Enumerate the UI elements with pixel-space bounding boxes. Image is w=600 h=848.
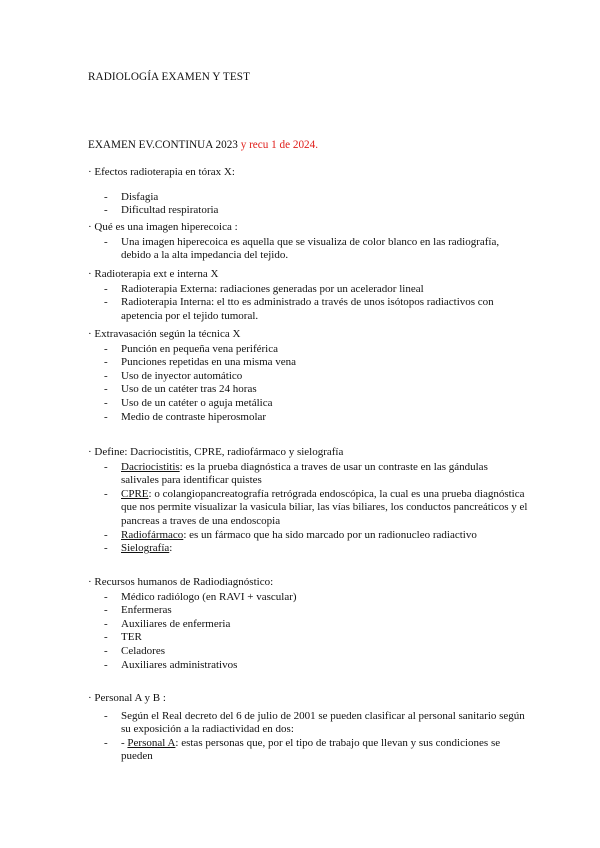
list-item: - Médico radiólogo (en RAVI + vascular) [104,590,297,603]
dash-bullet: - [104,658,108,671]
list-item: - - Personal A: estas personas que, por el tipo de trabajo que llevan y sus condiciones se pueden [104,736,501,763]
section-human-resources [88,576,528,672]
list-item: - Punciones repetidas en una misma vena [104,356,297,369]
term: Personal A [127,736,176,749]
list-item: - Medio de contraste hiperosmolar [104,410,267,423]
list-item: - Uso de un catéter o aguja metálica [104,396,273,409]
dash-bullet: - [104,235,108,248]
list-item: - Una imagen hiperecoica es aquella que se visualiza de color blanco en las radiografía, debido a la alta impedancia del tejido. [104,235,500,262]
question: · Define: Dacriocistitis, CPRE, radiofármaco y sielografía [88,446,344,458]
list-item: - Auxiliares administrativos [104,658,238,671]
question: · Qué es una imagen hiperecoica : [88,221,238,233]
dash-bullet: - [104,709,108,722]
question: · Efectos radioterapia en tórax X: [88,166,235,178]
dash-bullet: - [104,296,108,309]
term: CPRE [121,487,149,500]
question: · Recursos humanos de Radiodiagnóstico: [88,576,274,588]
section-definitions [88,446,528,556]
list-item: - Uso de inyector automático [104,369,243,382]
list-item: - Dacriocistitis: es la prueba diagnóstica a traves de usar un contraste en las gándulas salivales para identificar quistes [104,460,488,487]
section-radiotherapy-types [88,268,528,323]
exam-header-highlight: y recu 1 de 2024. [240,139,319,151]
question: · Personal A y B : [88,692,166,704]
section-personnel-a-b [88,692,528,764]
dash-bullet: - [104,204,108,217]
section-radiotherapy-effects [88,166,528,218]
dash-bullet: - [104,528,108,541]
list-item: - Radioterapia Interna: el tto es administrado a través de unos isótopos radiactivos con apetencia por el tejido tumoral. [104,296,494,322]
section-extravasation [88,328,528,424]
dash-bullet: - [104,644,108,657]
dash-bullet: - [104,736,108,749]
dash-bullet: - [104,487,108,500]
question: · Extravasación según la técnica X [88,328,241,340]
list-item: - Dificultad respiratoria [104,204,219,217]
list-item: - Sielografía: [104,542,173,555]
question: · Radioterapia ext e interna X [88,268,219,280]
document-title: RADIOLOGÍA EXAMEN Y TEST [88,71,251,83]
term: Dacriocistitis [121,460,180,473]
dash-bullet: - [104,369,108,382]
list-item: - Disfagia [104,190,159,203]
list-item: - Enfermeras [104,604,172,617]
list-item: - Punción en pequeña vena periférica [104,342,278,355]
dash-bullet: - [104,410,108,423]
list-item: - Radioterapia Externa: radiaciones generadas por un acelerador lineal [104,282,424,295]
exam-header [88,139,318,153]
dash-bullet: - [104,282,108,295]
section-hyperechoic-image [88,221,528,263]
term: Sielografía [121,542,170,555]
dash-bullet: - [104,356,108,369]
dash-bullet: - [104,542,108,555]
dash-bullet: - [104,604,108,617]
list-item: - Radiofármaco: es un fármaco que ha sido marcado por un radionucleo radiactivo [104,528,477,541]
dash-bullet: - [104,590,108,603]
dash-bullet: - [104,631,108,644]
exam-header-text: EXAMEN EV.CONTINUA 2023 [88,139,241,151]
dash-bullet: - [104,460,108,473]
list-item: - Según el Real decreto del 6 de julio de 2001 se pueden clasificar al personal sanitario según su exposición a la radiactividad en dos: [104,709,525,736]
list-item: - Auxiliares de enfermeria [104,617,231,630]
term: Radiofármaco [121,528,184,541]
dash-bullet: - [104,190,108,203]
list-item: - Celadores [104,644,165,657]
list-item: - TER [104,631,142,644]
list-item: - Uso de un catéter tras 24 horas [104,383,257,396]
dash-bullet: - [104,617,108,630]
list-item: - CPRE: o colangiopancreatografía retrógrada endoscópica, la cual es una prueba diagnóstica que nos permite visualizar la vasicula biliar, las vías biliares, los conductos pancreáticos y el pancreas a traves de una endoscopia [104,487,528,527]
dash-bullet: - [104,342,108,355]
dash-bullet: - [104,396,108,409]
dash-bullet: - [104,383,108,396]
